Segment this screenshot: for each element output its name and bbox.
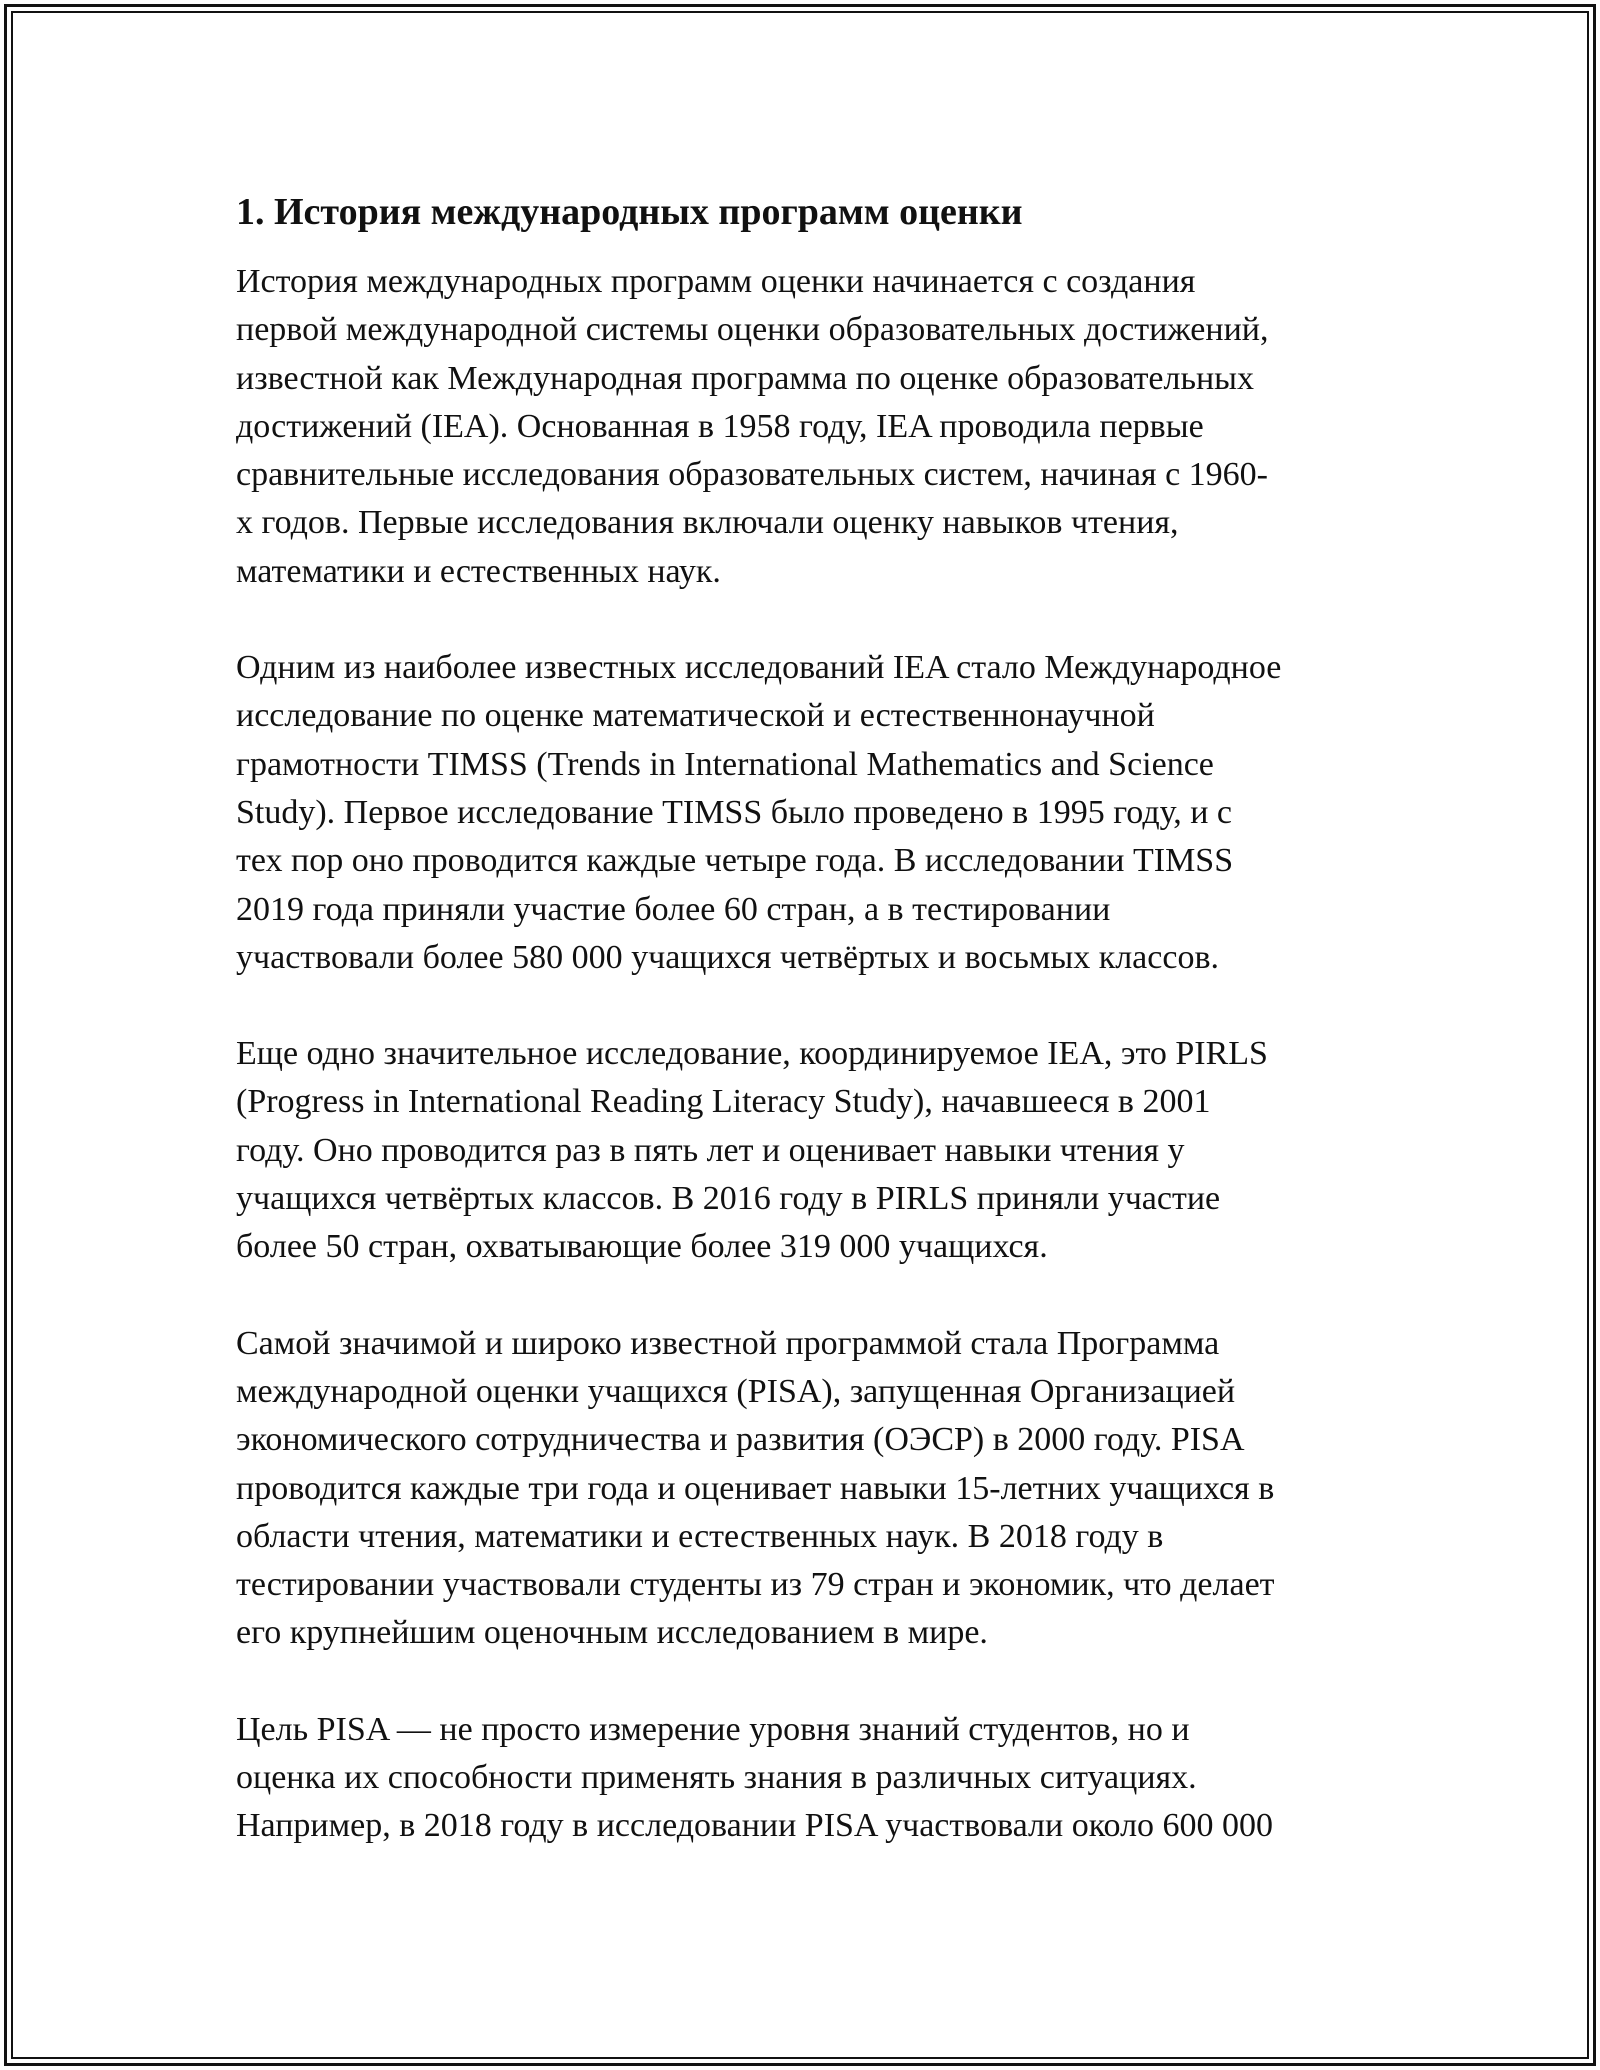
text-line: История международных программ оценки начинается с создания — [236, 263, 1196, 300]
paragraph-timss — [236, 644, 1376, 982]
text-line: х годов. Первые исследования включали оценку навыков чтения, — [236, 504, 1179, 542]
paragraph-iea-history — [236, 258, 1376, 596]
text-line: оценка их способности применять знания в различных ситуациях. — [236, 1759, 1197, 1797]
paragraph-pirls — [236, 1030, 1376, 1271]
text-line: известной как Международная программа по оценке образовательных — [236, 359, 1255, 397]
text-line: более 50 стран, охватывающие более 319 000 учащихся. — [236, 1228, 1048, 1266]
text-line: 2019 года приняли участие более 60 стран, а в тестировании — [236, 890, 1111, 928]
text-line: его крупнейшим оценочным исследованием в мире. — [236, 1614, 988, 1652]
text-line: Одним из наиболее известных исследований IEA стало Международное — [236, 649, 1282, 687]
text-line: экономического сотрудничества и развития (ОЭСР) в 2000 году. PISA — [236, 1421, 1245, 1459]
text-line: математики и естественных наук. — [236, 552, 721, 590]
text-line: международной оценки учащихся (PISA), запущенная Организацией — [236, 1372, 1236, 1410]
text-line: участвовали более 580 000 учащихся четвёртых и восьмых классов. — [236, 938, 1220, 976]
text-line: сравнительные исследования образовательных систем, начиная с 1960- — [236, 456, 1268, 494]
text-line: области чтения, математики и естественных наук. В 2018 году в — [236, 1517, 1164, 1555]
text-line: тестировании участвовали студенты из 79 стран и экономик, что делает — [236, 1566, 1275, 1604]
text-line: тех пор оно проводится каждые четыре года. В исследовании TIMSS — [236, 842, 1234, 880]
document-body — [236, 186, 1376, 1899]
text-line: году. Оно проводится раз в пять лет и оценивает навыки чтения у — [236, 1131, 1185, 1169]
paragraph-pisa — [236, 1320, 1376, 1658]
text-line: Например, в 2018 году в исследовании PISA участвовали около 600 000 — [236, 1807, 1274, 1845]
text-line: грамотности TIMSS (Trends in International Mathematics and Science — [236, 745, 1214, 783]
text-line: Самой значимой и широко известной программой стала Программа — [236, 1324, 1220, 1362]
text-line: первой международной системы оценки образовательных достижений, — [236, 311, 1269, 349]
section-heading: 1. История международных программ оценки — [236, 191, 1023, 233]
text-line: Еще одно значительное исследование, координируемое IEA, это PIRLS — [236, 1035, 1268, 1073]
text-line: Цель PISA — не просто измерение уровня знаний студентов, но и — [236, 1710, 1190, 1748]
text-line: учащихся четвёртых классов. В 2016 году в PIRLS приняли участие — [236, 1180, 1221, 1218]
text-line: достижений (IEA). Основанная в 1958 году, IEA проводила первые — [236, 407, 1204, 445]
text-line: (Progress in International Reading Literacy Study), начавшееся в 2001 — [236, 1083, 1211, 1121]
text-line: проводится каждые три года и оценивает навыки 15-летних учащихся в — [236, 1469, 1275, 1507]
text-line: Study). Первое исследование TIMSS было проведено в 1995 году, и с — [236, 793, 1232, 831]
paragraph-pisa-goal — [236, 1706, 1376, 1851]
text-line: исследование по оценке математической и естественнонаучной — [236, 697, 1155, 735]
